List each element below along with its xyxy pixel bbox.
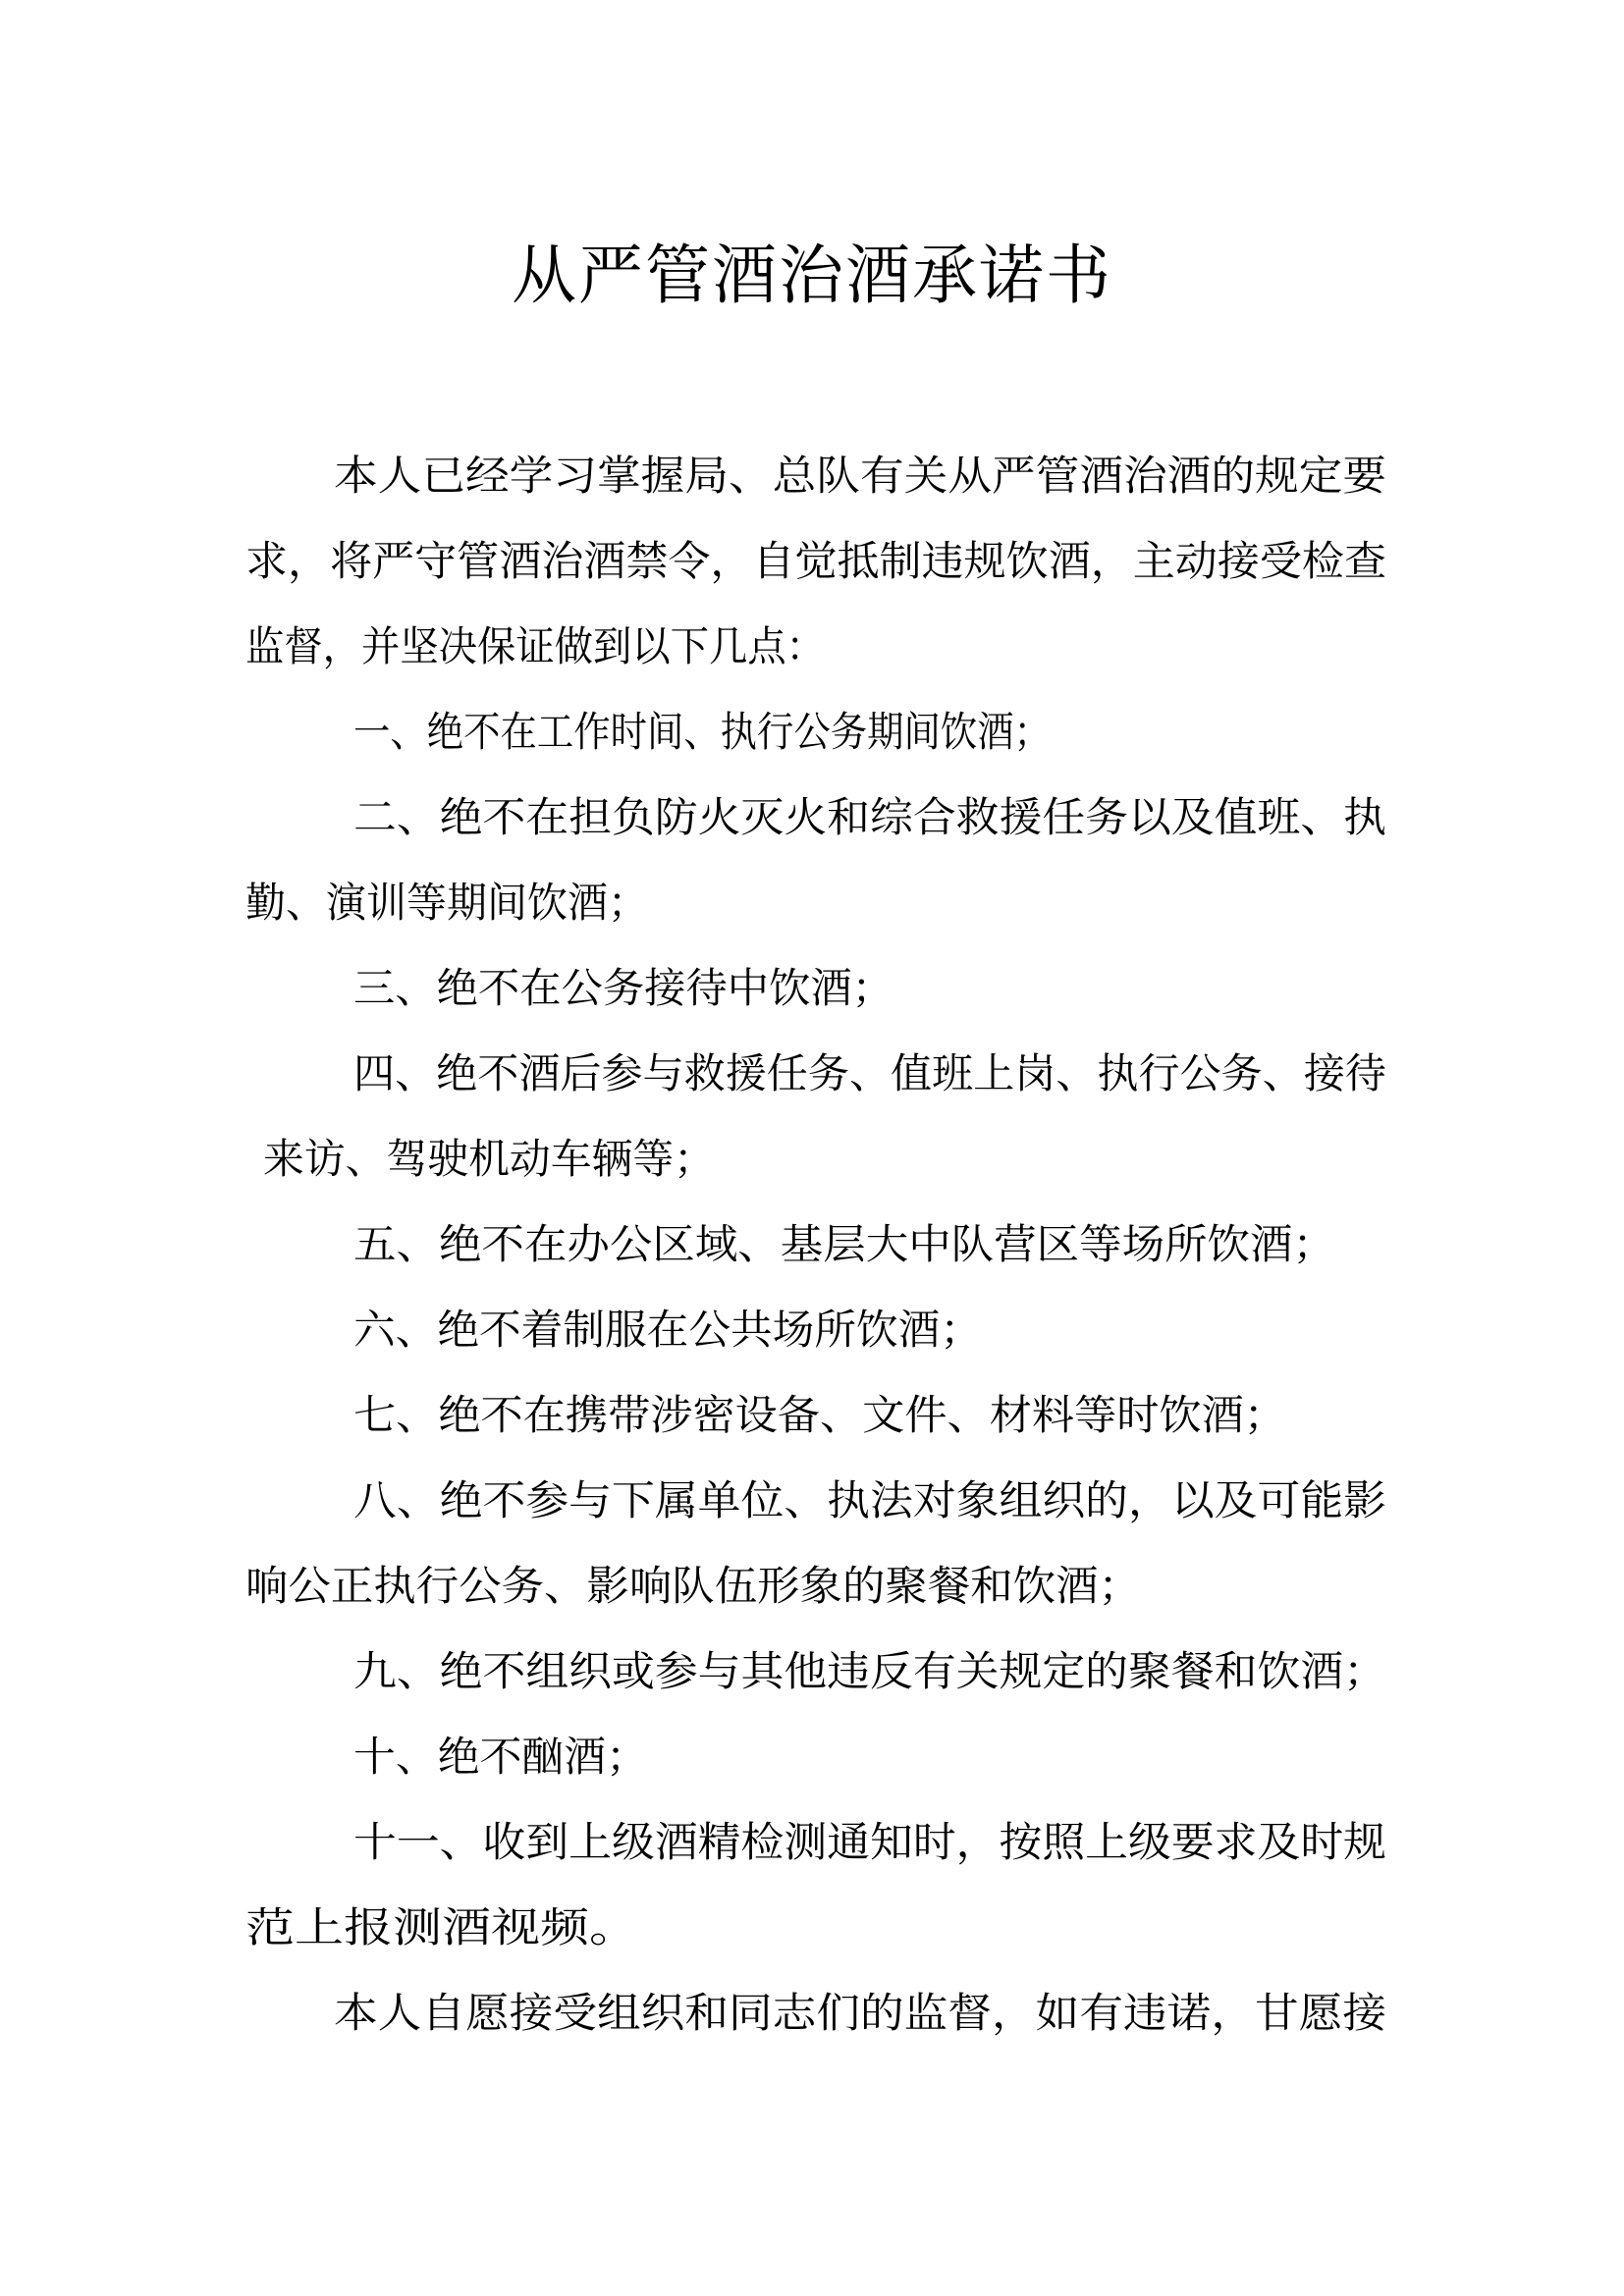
body-text-line: 求，将严守管酒治酒禁令，自觉抵制违规饮酒，主动接受检查 [245,537,1386,585]
body-text-line: 六、绝不着制服在公共场所饮酒； [353,1306,982,1354]
body-text-line: 四、绝不酒后参与救援任务、值班上岗、执行公务、接待 [353,1049,1386,1097]
body-text-line: 八、绝不参与下属单位、执法对象组织的，以及可能影 [353,1476,1386,1524]
body-text-line: 监督，并坚决保证做到以下几点： [245,622,825,670]
body-text-line: 本人自愿接受组织和同志们的监督，如有违诺，甘愿接 [334,1989,1386,2037]
body-text-line: 来访、驾驶机动车辆等； [263,1135,715,1183]
body-text-line: 二、绝不在担负防火灭火和综合救援任务以及值班、执 [353,793,1386,841]
document-title: 从严管酒治酒承诺书 [512,238,1112,313]
body-text-line: 三、绝不在公务接待中饮酒； [353,964,893,1012]
body-text-line: 五、绝不在办公区域、基层大中队营区等场所饮酒； [353,1220,1335,1268]
body-text-line: 响公正执行公务、影响队伍形象的聚餐和饮酒； [245,1562,1141,1610]
body-text-line: 本人已经学习掌握局、总队有关从严管酒治酒的规定要 [334,452,1386,500]
body-text-line: 十一、收到上级酒精检测通知时，按照上级要求及时规 [353,1818,1386,1866]
body-text-line: 七、绝不在携带涉密设备、文件、材料等时饮酒； [353,1391,1286,1439]
body-text-line: 九、绝不组织或参与其他违反有关规定的聚餐和饮酒； [353,1647,1386,1695]
body-text-line: 勤、演训等期间饮酒； [245,879,648,927]
body-text-line: 范上报测酒视频。 [245,1903,638,1951]
body-text-line: 十、绝不酗酒； [353,1733,648,1781]
body-text-line: 一、绝不在工作时间、执行公务期间饮酒； [353,708,1051,756]
